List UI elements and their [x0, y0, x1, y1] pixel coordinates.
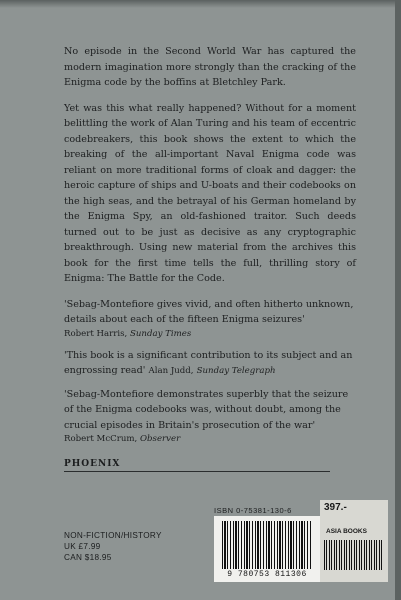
blurb-intro: No episode in the Second World War has captured the modern imagination more strongly than the cracking of the Enigma code by the boffins at Bletchley Park.: [64, 46, 356, 88]
quote-source: Observer: [139, 434, 181, 444]
category-label: NON-FICTION/HISTORY: [64, 531, 162, 540]
quote-text-body: 'This book is a significant contribution to its subject and an engrossing read': [64, 349, 353, 376]
review-quote-1: [64, 297, 356, 341]
sticker-barcode-icon: [324, 540, 384, 570]
sticker-price: 397.-: [324, 502, 347, 513]
quote-author: Alan Judd,: [148, 366, 194, 376]
price-block: [64, 530, 162, 563]
quote-text: 'Sebag-Montefiore gives vivid, and often hitherto unknown, details about each of the fifteen Enigma seizures': [64, 298, 354, 325]
barcode-digits: 9 780753 811306: [227, 570, 307, 579]
price-sticker: [320, 500, 388, 582]
quote-text: 'Sebag-Montefiore demonstrates superbly that the seizure of the Enigma codebooks was, without doubt, among the crucial episodes in Britain's prosecution of the war': [64, 388, 349, 431]
blurb: [64, 44, 356, 453]
price-can: CAN $18.95: [64, 553, 112, 562]
quote-source: Sunday Times: [129, 328, 192, 339]
review-quote-2: [64, 348, 356, 380]
spine-edge: [395, 0, 401, 600]
quote-attribution: [64, 433, 356, 446]
quote-attribution: [64, 328, 356, 341]
isbn-number: ISBN 0-75381-130-6: [214, 506, 292, 515]
price-uk: UK £7.99: [64, 542, 101, 551]
quote-author: Robert McCrum,: [64, 434, 138, 444]
quote-text: [64, 348, 356, 380]
sticker-shop-name: ASIA BOOKS: [326, 528, 367, 535]
barcode-bars-icon: [222, 521, 312, 569]
publisher-rule: [64, 471, 330, 472]
review-quote-3: [64, 387, 356, 447]
blurb-body: Yet was this what really happened? Without for a moment belittling the work of Alan Turing and his team of eccentric codebreakers, this book shows the extent to which the breaking of the all-important Naval Enigma code was reliant on more traditional forms of cloak and dagger: the heroic capture of ships and U-boats and their codebooks on the high seas, and the betrayal of his German homeland by the Enigma Spy, an old-fashioned traitor. Such deeds turned out to be just as decisive as any cryptographic breakthrough. Using new material from the archives this book for the first time tells the full, thrilling story of Enigma: The Battle for the Code.: [64, 102, 356, 284]
publisher-name: PHOENIX: [64, 459, 121, 469]
top-shadow: [0, 0, 401, 8]
quote-source: Sunday Telegraph: [196, 366, 276, 376]
quote-author: Robert Harris,: [64, 328, 128, 339]
isbn-barcode: [214, 516, 320, 582]
